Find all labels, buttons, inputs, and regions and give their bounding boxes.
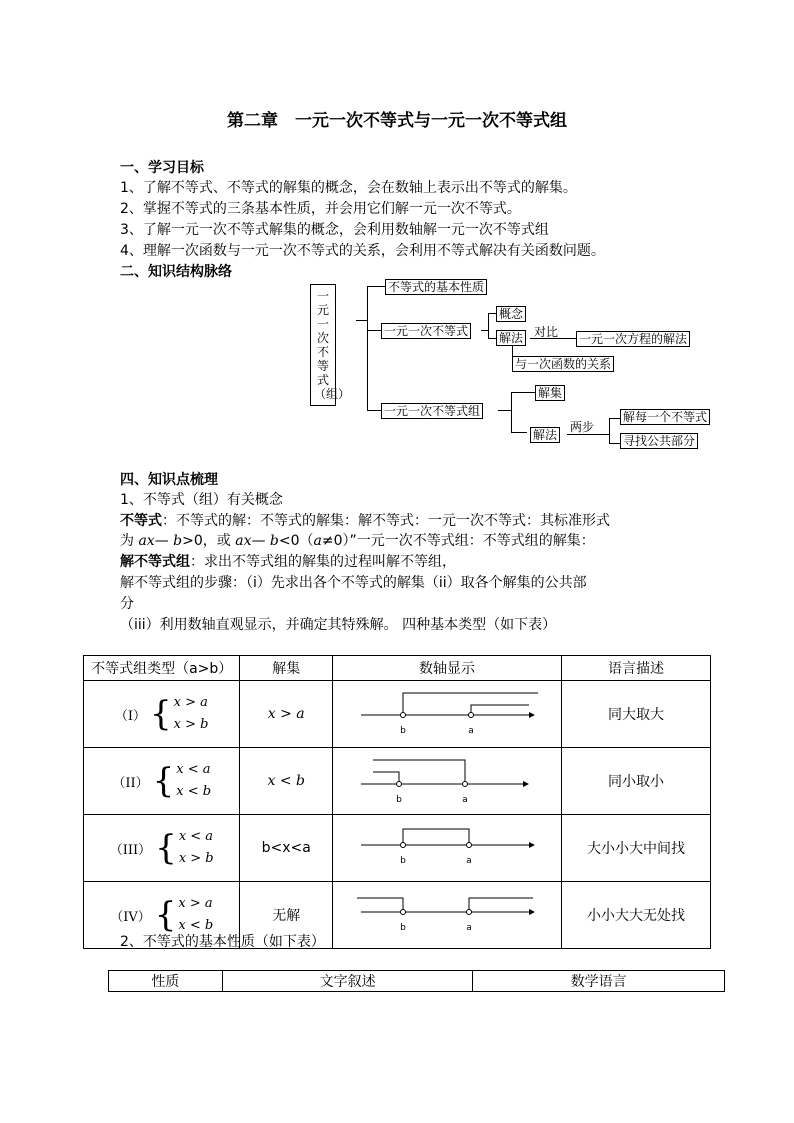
header-text-description: 文字叙述: [222, 971, 473, 992]
table-header-row: [109, 971, 725, 992]
page-title: 第二章 一元一次不等式与一元一次不等式组: [227, 111, 567, 131]
table-row: [84, 681, 711, 748]
header-description: 语言描述: [562, 656, 711, 681]
description-cell: 同大取大: [562, 681, 711, 748]
number-line-cell: [333, 882, 562, 949]
point-b-label: b: [396, 795, 402, 805]
number-line-cell: [333, 748, 562, 815]
equation-method-node: 一元一次方程的解法: [576, 331, 690, 347]
point-b-label: b: [400, 923, 406, 933]
description-cell: 小小大大无处找: [562, 882, 711, 949]
type-cell: （III） { x < a x > b: [84, 815, 240, 882]
steps-line: 解不等式组的步骤：（i）先求出各个不等式的解集（ii）取各个解集的公共部: [120, 575, 587, 591]
steps-line-iii: （iii）利用数轴直观显示，并确定其特殊解。 四种基本类型（如下表）: [120, 617, 557, 633]
step-solve-each-node: 解每一个不等式: [620, 409, 710, 425]
root-node: 一元一次不等式（组）: [310, 284, 336, 406]
concept-node: 概念: [496, 306, 526, 322]
description-cell: 同小取小: [562, 748, 711, 815]
solution-cell: x < b: [240, 748, 333, 815]
point-a-label: a: [466, 923, 472, 933]
point-b-label: b: [400, 726, 406, 736]
header-type: 不等式组类型（a>b）: [84, 656, 240, 681]
number-line-cell: [333, 681, 562, 748]
method-node: 解法: [496, 330, 526, 346]
system-method-node: 解法: [530, 427, 560, 443]
point-b-label: b: [400, 856, 406, 866]
objective-item: 2、掌握不等式的三条基本性质，并会用它们解一元一次不等式。: [120, 201, 521, 217]
type-cell: （II） { x < a x < b: [84, 748, 240, 815]
properties-table: [108, 970, 725, 992]
table-header-row: [84, 656, 711, 681]
section4-heading: 四、知识点梳理: [120, 472, 218, 488]
steps-line-cont: 分: [120, 596, 134, 612]
type-cell: （I） { x > a x > b: [84, 681, 240, 748]
solution-cell: x > a: [240, 681, 333, 748]
single-inequality-node: 一元一次不等式: [381, 323, 471, 339]
number-line-diagram: [333, 681, 561, 743]
knowledge-structure-diagram: [300, 270, 740, 470]
description-cell: 大小小大中间找: [562, 815, 711, 882]
objective-item: 1、了解不等式、不等式的解集的概念，会在数轴上表示出不等式的解集。: [120, 180, 577, 196]
step-common-part-node: 寻找公共部分: [620, 433, 698, 449]
header-property: 性质: [109, 971, 223, 992]
inequality-types-table: [83, 655, 711, 949]
objective-item: 3、了解一元一次不等式解集的概念，会利用数轴解一元一次不等式组: [120, 222, 549, 238]
term-inequality: 不等式: [120, 513, 162, 529]
solution-set-node: 解集: [535, 385, 565, 401]
number-line-diagram: [333, 815, 561, 877]
section2-heading: 二、知识结构脉络: [120, 264, 232, 280]
header-math-language: 数学语言: [473, 971, 725, 992]
standard-form-line: 为 ax— b>0，或 ax— b<0（a≠0）”一元一次不等式组：不等式组的解集：: [120, 533, 595, 549]
number-line-diagram: [333, 882, 561, 944]
two-steps-label: 两步: [570, 420, 595, 434]
inequality-definition: 不等式：不等式的解：不等式的解集：解不等式：一元一次不等式：其标准形式: [120, 513, 610, 529]
header-number-line: 数轴显示: [333, 656, 562, 681]
solve-system-definition: 解不等式组：求出不等式组的解集的过程叫解不等组，: [120, 554, 456, 570]
function-relation-node: 与一次函数的关系: [512, 356, 614, 372]
term-solve-system: 解不等式组: [120, 554, 190, 570]
compare-label: 对比: [534, 325, 559, 339]
header-solution: 解集: [240, 656, 333, 681]
solution-cell: 无解: [240, 882, 333, 949]
props-node: 不等式的基本性质: [385, 279, 487, 295]
point-a-label: a: [468, 726, 474, 736]
system-node: 一元一次不等式组: [381, 403, 483, 419]
properties-subheading: 2、不等式的基本性质（如下表）: [120, 934, 325, 950]
concepts-subheading: 1、不等式（组）有关概念: [120, 492, 283, 508]
point-a-label: a: [466, 856, 472, 866]
point-a-label: a: [462, 795, 468, 805]
solution-cell: b<x<a: [240, 815, 333, 882]
type-cell: （IV） { x > a x < b: [84, 882, 240, 949]
table-row: [84, 748, 711, 815]
objective-item: 4、理解一次函数与一元一次不等式的关系，会利用不等式解决有关函数问题。: [120, 243, 605, 259]
table-row: [84, 815, 711, 882]
number-line-diagram: [333, 748, 561, 810]
section1-heading: 一、学习目标: [120, 160, 204, 176]
number-line-cell: [333, 815, 562, 882]
